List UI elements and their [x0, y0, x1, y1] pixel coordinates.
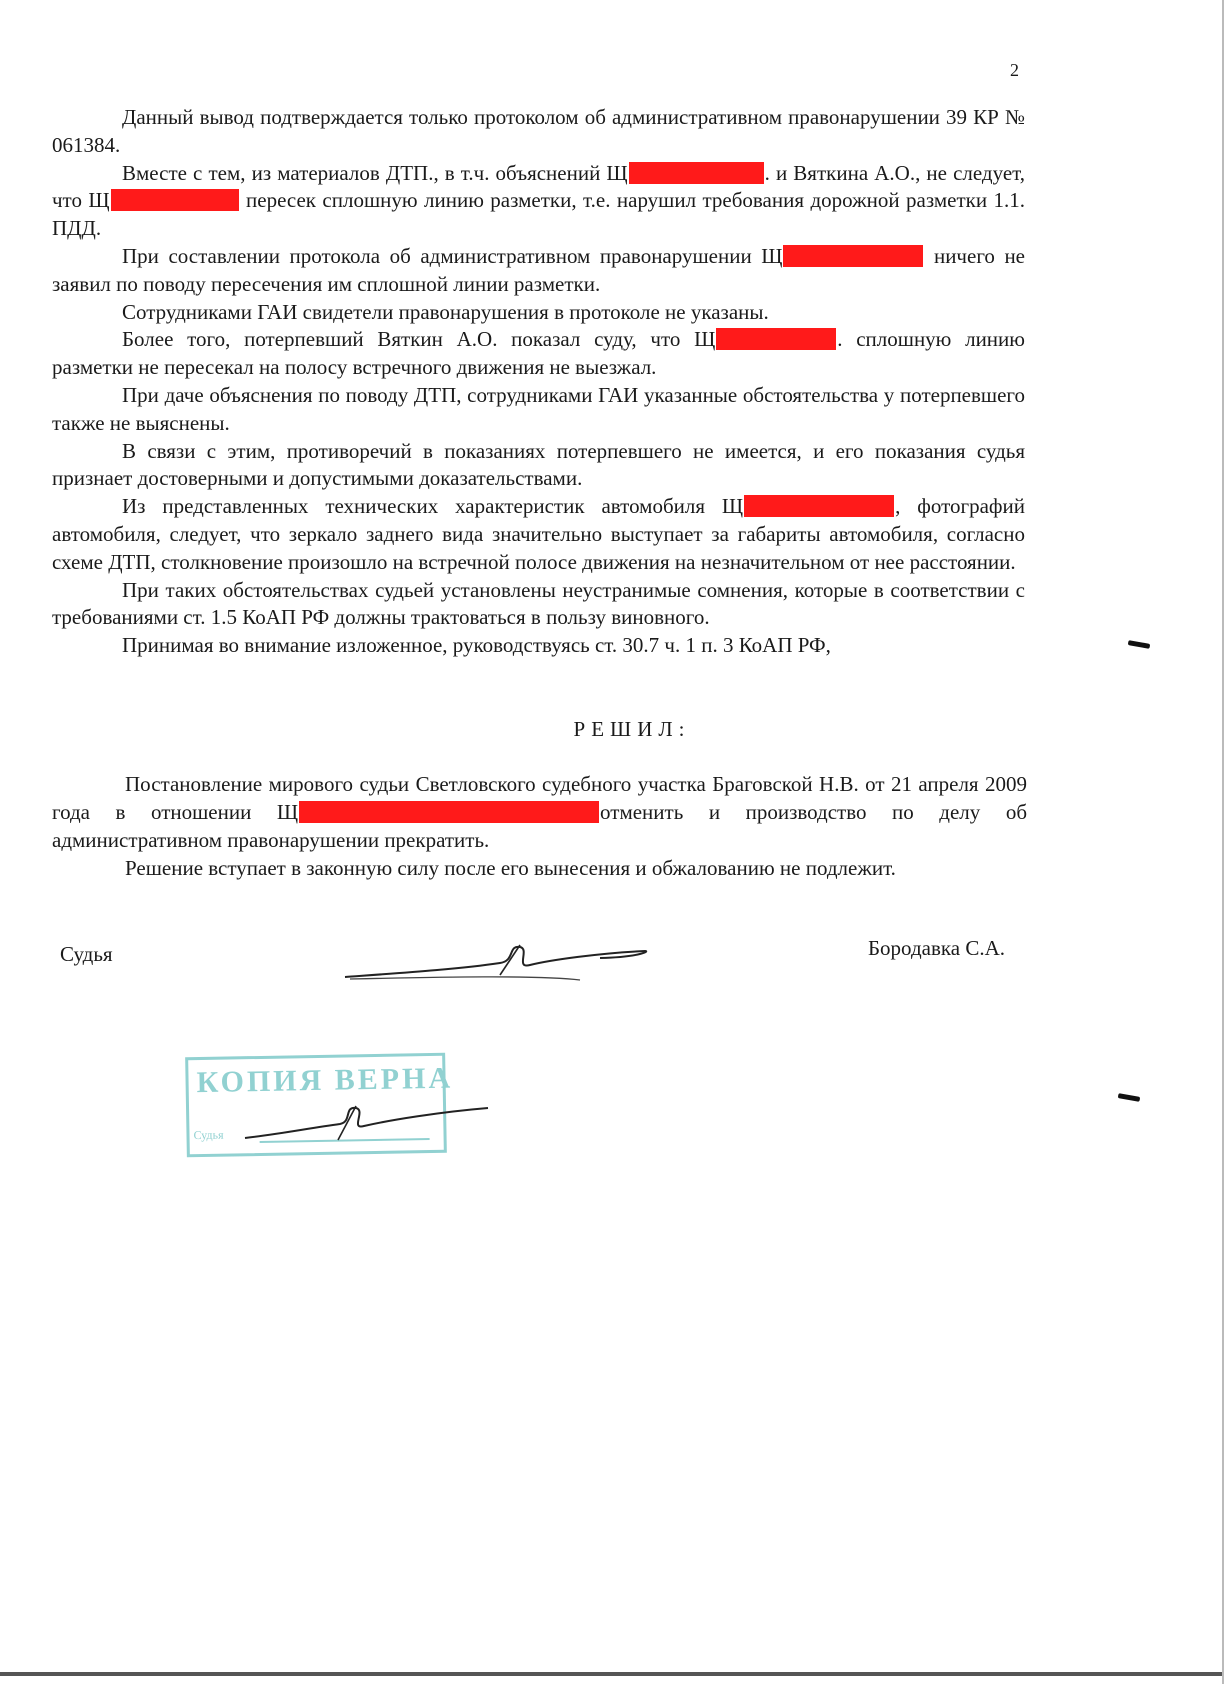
paragraph — [52, 493, 1025, 576]
text-run: Более того, потерпевший Вяткин А.О. показал суду, что Щ — [122, 327, 716, 352]
judge-role-label: Судья — [60, 942, 113, 966]
paragraph: При таких обстоятельствах судьей установлены неустранимые сомнения, которые в соответствии с требованиями ст. 1.5 КоАП РФ должны трактоваться в пользу виновного. — [52, 577, 1025, 630]
redaction-mark — [716, 328, 836, 350]
stamp-signature — [240, 1098, 500, 1148]
text-run: . и Вяткина А.О., не следует, что Щ — [52, 160, 1025, 213]
scan-edge — [0, 1672, 1224, 1676]
document-body — [52, 104, 1025, 660]
redaction-mark — [744, 495, 894, 517]
text-run: . сплошную линию разметки не пересекал на полосу встречного движения не выезжал. — [52, 327, 1025, 380]
scan-mark — [1118, 1093, 1141, 1102]
judge-name: Бородавка С.А. — [868, 936, 1006, 960]
paragraph — [52, 326, 1025, 382]
paragraph: Принимая во внимание изложенное, руководствуясь ст. 30.7 ч. 1 п. 3 КоАП РФ, — [122, 633, 831, 658]
text-run: отменить и производство по делу об административном правонарушении прекратить. — [52, 800, 1028, 852]
text-run: ничего не заявил по поводу пересечения им сплошной линии разметки. — [52, 243, 1026, 296]
paragraph — [52, 160, 1025, 243]
decision-heading: РЕШИЛ: — [573, 717, 691, 741]
scan-mark — [1128, 640, 1151, 649]
text-run: Из представленных технических характеристик автомобиля Щ — [122, 494, 744, 519]
paragraph: Данный вывод подтверждается только протоколом об административном правонарушении 39 КР № 061384. — [52, 105, 1025, 157]
decision-body — [52, 770, 1027, 882]
text-run: пересек сплошную линию разметки, т.е. нарушил требования дорожной разметки 1.1. ПДД. — [52, 188, 1025, 241]
text-run: , фотографий автомобиля, следует, что зеркало заднего вида значительно выступает за габариты автомобиля, согласно схеме ДТП, столкновение произошло на встречной полосе движения на незначительном от нее расстоянии. — [52, 494, 1026, 574]
paragraph: Решение вступает в законную силу после его вынесения и обжалованию не подлежит. — [125, 856, 896, 880]
stamp-sub-label: Судья — [193, 1127, 224, 1143]
redaction-mark — [299, 801, 599, 823]
paragraph — [52, 770, 1027, 854]
redaction-mark — [111, 189, 239, 211]
redaction-mark — [783, 245, 923, 267]
paragraph: При даче объяснения по поводу ДТП, сотрудниками ГАИ указанные обстоятельства у потерпевшего также не выяснены. — [52, 382, 1025, 435]
paragraph: Сотрудниками ГАИ свидетели правонарушения в протоколе не указаны. — [122, 299, 769, 324]
paragraph: В связи с этим, противоречий в показаниях потерпевшего не имеется, и его показания судья признает достоверными и допустимыми доказательствами. — [52, 438, 1025, 491]
text-run: При составлении протокола об административном правонарушении Щ — [122, 243, 783, 268]
judge-signature — [340, 935, 660, 985]
text-run: Постановление мирового судьи Светловского судебного участка Браговской Н.В. от 21 апреля 2009 года в отношении Щ — [52, 772, 1027, 824]
page-number: 2 — [1010, 60, 1019, 80]
stamp-text: КОПИЯ ВЕРНА — [196, 1061, 454, 1100]
redaction-mark — [629, 162, 764, 184]
text-run: Вместе с тем, из материалов ДТП., в т.ч. объяснений Щ — [122, 160, 628, 185]
paragraph — [52, 243, 1025, 299]
